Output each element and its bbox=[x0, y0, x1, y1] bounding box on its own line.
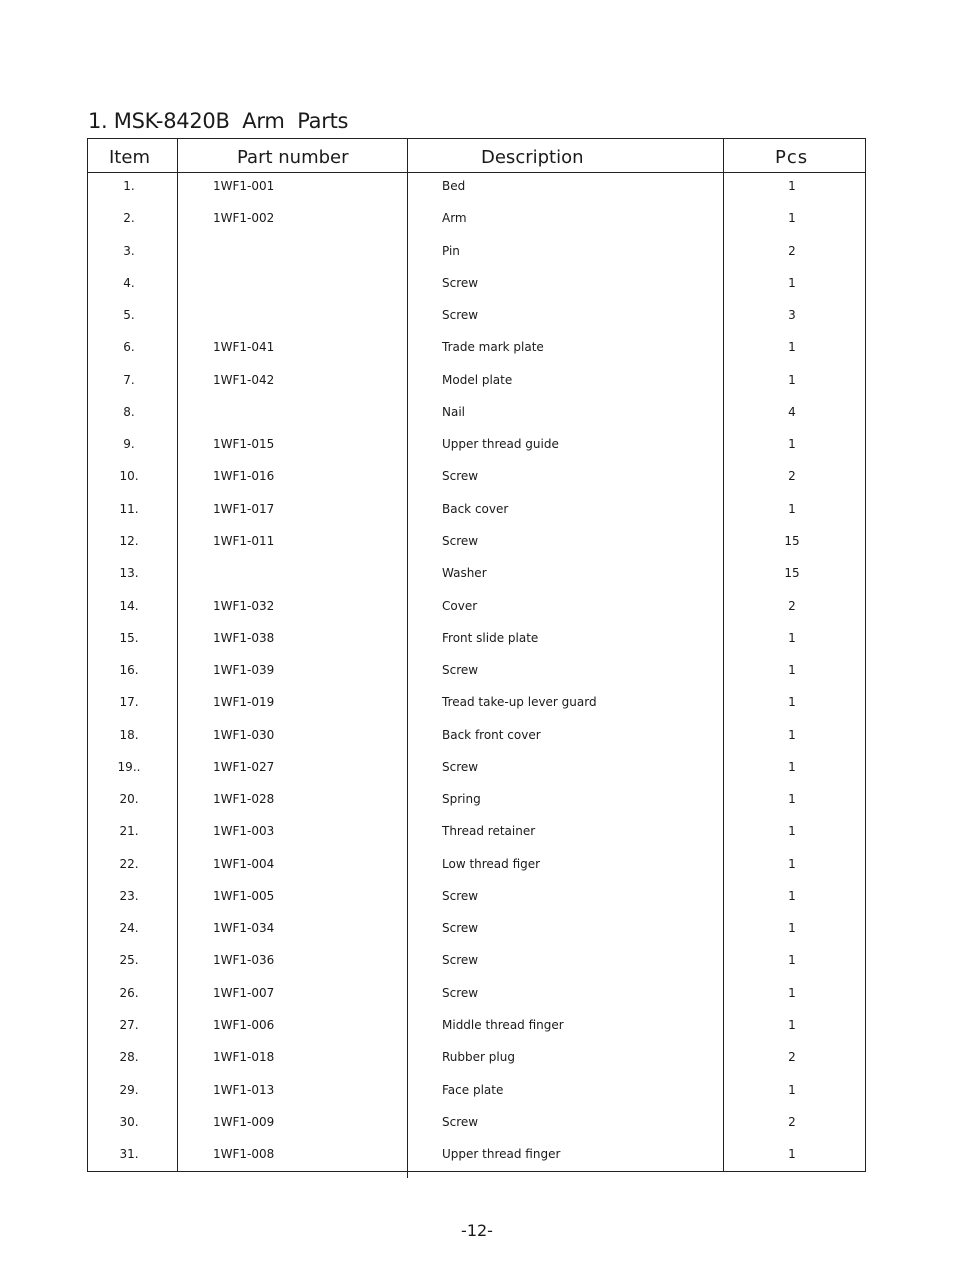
row-part-number: 1WF1-042 bbox=[213, 373, 275, 387]
row-description: Arm bbox=[442, 211, 467, 225]
page-title: 1. MSK-8420B Arm Parts bbox=[88, 109, 349, 133]
row-pcs: 1 bbox=[788, 953, 796, 967]
table-row bbox=[88, 308, 865, 328]
row-pcs: 1 bbox=[788, 921, 796, 935]
table-row bbox=[88, 1018, 865, 1038]
row-description: Bed bbox=[442, 179, 466, 193]
row-item-number: 9. bbox=[123, 437, 135, 451]
row-description: Screw bbox=[442, 986, 479, 1000]
row-description: Low thread figer bbox=[442, 857, 541, 871]
table-row bbox=[88, 857, 865, 877]
row-pcs: 1 bbox=[788, 889, 796, 903]
parts-table bbox=[87, 138, 866, 1172]
row-part-number: 1WF1-015 bbox=[213, 437, 275, 451]
row-pcs: 1 bbox=[788, 502, 796, 516]
row-item-number: 3. bbox=[123, 244, 135, 258]
row-part-number: 1WF1-018 bbox=[213, 1050, 275, 1064]
table-row bbox=[88, 1115, 865, 1135]
row-pcs: 1 bbox=[788, 663, 796, 677]
row-pcs: 1 bbox=[788, 373, 796, 387]
row-pcs: 1 bbox=[788, 276, 796, 290]
header-item: Item bbox=[109, 147, 150, 168]
header-part-number: Part number bbox=[237, 147, 349, 168]
row-item-number: 28. bbox=[119, 1050, 139, 1064]
row-item-number: 5. bbox=[123, 308, 135, 322]
table-row bbox=[88, 1147, 865, 1167]
table-row bbox=[88, 405, 865, 425]
row-part-number: 1WF1-034 bbox=[213, 921, 275, 935]
row-item-number: 20. bbox=[119, 792, 139, 806]
row-pcs: 1 bbox=[788, 857, 796, 871]
row-item-number: 31. bbox=[119, 1147, 139, 1161]
row-item-number: 14. bbox=[119, 599, 139, 613]
table-row bbox=[88, 469, 865, 489]
row-item-number: 8. bbox=[123, 405, 135, 419]
row-description: Upper thread finger bbox=[442, 1147, 561, 1161]
row-pcs: 1 bbox=[788, 179, 796, 193]
table-row bbox=[88, 921, 865, 941]
row-pcs: 2 bbox=[788, 244, 796, 258]
row-pcs: 15 bbox=[784, 534, 800, 548]
row-description: Trade mark plate bbox=[442, 340, 544, 354]
row-part-number: 1WF1-003 bbox=[213, 824, 275, 838]
row-item-number: 24. bbox=[119, 921, 139, 935]
row-part-number: 1WF1-001 bbox=[213, 179, 275, 193]
row-description: Cover bbox=[442, 599, 478, 613]
row-item-number: 6. bbox=[123, 340, 135, 354]
table-row bbox=[88, 631, 865, 651]
row-pcs: 1 bbox=[788, 211, 796, 225]
row-description: Screw bbox=[442, 308, 479, 322]
row-item-number: 10. bbox=[119, 469, 139, 483]
row-item-number: 26. bbox=[119, 986, 139, 1000]
row-item-number: 25. bbox=[119, 953, 139, 967]
row-pcs: 1 bbox=[788, 792, 796, 806]
row-item-number: 7. bbox=[123, 373, 135, 387]
row-item-number: 13. bbox=[119, 566, 139, 580]
row-description: Screw bbox=[442, 469, 479, 483]
table-row bbox=[88, 244, 865, 264]
row-pcs: 2 bbox=[788, 599, 796, 613]
row-description: Screw bbox=[442, 953, 479, 967]
table-row bbox=[88, 373, 865, 393]
row-item-number: 2. bbox=[123, 211, 135, 225]
row-item-number: 11. bbox=[119, 502, 139, 516]
row-part-number: 1WF1-005 bbox=[213, 889, 275, 903]
table-row bbox=[88, 179, 865, 199]
row-part-number: 1WF1-006 bbox=[213, 1018, 275, 1032]
row-part-number: 1WF1-019 bbox=[213, 695, 275, 709]
table-row bbox=[88, 889, 865, 909]
row-part-number: 1WF1-028 bbox=[213, 792, 275, 806]
row-description: Back cover bbox=[442, 502, 509, 516]
row-description: Screw bbox=[442, 1115, 479, 1129]
row-pcs: 1 bbox=[788, 824, 796, 838]
row-description: Screw bbox=[442, 663, 479, 677]
row-description: Model plate bbox=[442, 373, 513, 387]
row-item-number: 18. bbox=[119, 728, 139, 742]
table-row bbox=[88, 986, 865, 1006]
row-pcs: 4 bbox=[788, 405, 796, 419]
row-pcs: 3 bbox=[788, 308, 796, 322]
row-pcs: 15 bbox=[784, 566, 800, 580]
row-part-number: 1WF1-007 bbox=[213, 986, 275, 1000]
table-row bbox=[88, 695, 865, 715]
row-description: Middle thread finger bbox=[442, 1018, 564, 1032]
table-row bbox=[88, 953, 865, 973]
table-row bbox=[88, 599, 865, 619]
row-part-number: 1WF1-039 bbox=[213, 663, 275, 677]
row-item-number: 29. bbox=[119, 1083, 139, 1097]
row-part-number: 1WF1-032 bbox=[213, 599, 275, 613]
row-pcs: 1 bbox=[788, 340, 796, 354]
row-part-number: 1WF1-016 bbox=[213, 469, 275, 483]
row-item-number: 19.. bbox=[117, 760, 141, 774]
row-item-number: 17. bbox=[119, 695, 139, 709]
row-item-number: 23. bbox=[119, 889, 139, 903]
row-pcs: 1 bbox=[788, 1147, 796, 1161]
row-description: Washer bbox=[442, 566, 487, 580]
table-row bbox=[88, 824, 865, 844]
row-item-number: 12. bbox=[119, 534, 139, 548]
row-description: Upper thread guide bbox=[442, 437, 559, 451]
row-part-number: 1WF1-011 bbox=[213, 534, 275, 548]
row-pcs: 2 bbox=[788, 1050, 796, 1064]
row-part-number: 1WF1-041 bbox=[213, 340, 275, 354]
row-part-number: 1WF1-013 bbox=[213, 1083, 275, 1097]
row-pcs: 1 bbox=[788, 728, 796, 742]
table-row bbox=[88, 211, 865, 231]
row-pcs: 1 bbox=[788, 1018, 796, 1032]
row-description: Face plate bbox=[442, 1083, 504, 1097]
table-row bbox=[88, 663, 865, 683]
row-item-number: 1. bbox=[123, 179, 135, 193]
row-description: Rubber plug bbox=[442, 1050, 515, 1064]
row-part-number: 1WF1-017 bbox=[213, 502, 275, 516]
row-description: Pin bbox=[442, 244, 460, 258]
row-description: Screw bbox=[442, 276, 479, 290]
table-row bbox=[88, 760, 865, 780]
row-part-number: 1WF1-008 bbox=[213, 1147, 275, 1161]
row-item-number: 16. bbox=[119, 663, 139, 677]
row-description: Front slide plate bbox=[442, 631, 539, 645]
row-pcs: 2 bbox=[788, 469, 796, 483]
row-part-number: 1WF1-002 bbox=[213, 211, 275, 225]
row-description: Screw bbox=[442, 534, 479, 548]
table-row bbox=[88, 728, 865, 748]
header-pcs: Pcs bbox=[775, 147, 809, 168]
table-row bbox=[88, 1083, 865, 1103]
row-pcs: 1 bbox=[788, 437, 796, 451]
row-part-number: 1WF1-027 bbox=[213, 760, 275, 774]
row-item-number: 4. bbox=[123, 276, 135, 290]
row-item-number: 22. bbox=[119, 857, 139, 871]
row-pcs: 1 bbox=[788, 1083, 796, 1097]
table-row bbox=[88, 1050, 865, 1070]
table-row bbox=[88, 792, 865, 812]
row-description: Screw bbox=[442, 921, 479, 935]
row-description: Screw bbox=[442, 889, 479, 903]
row-item-number: 15. bbox=[119, 631, 139, 645]
header-divider bbox=[88, 172, 865, 173]
table-row bbox=[88, 534, 865, 554]
row-part-number: 1WF1-004 bbox=[213, 857, 275, 871]
page-number: -12- bbox=[461, 1221, 493, 1240]
row-item-number: 30. bbox=[119, 1115, 139, 1129]
row-part-number: 1WF1-038 bbox=[213, 631, 275, 645]
table-row bbox=[88, 340, 865, 360]
row-description: Thread retainer bbox=[442, 824, 536, 838]
row-pcs: 1 bbox=[788, 631, 796, 645]
header-description: Description bbox=[481, 147, 584, 168]
row-item-number: 27. bbox=[119, 1018, 139, 1032]
row-part-number: 1WF1-009 bbox=[213, 1115, 275, 1129]
row-pcs: 1 bbox=[788, 986, 796, 1000]
table-row bbox=[88, 566, 865, 586]
row-description: Spring bbox=[442, 792, 481, 806]
row-description: Tread take-up lever guard bbox=[442, 695, 597, 709]
table-row bbox=[88, 276, 865, 296]
table-row bbox=[88, 437, 865, 457]
row-pcs: 1 bbox=[788, 760, 796, 774]
row-pcs: 2 bbox=[788, 1115, 796, 1129]
row-description: Back front cover bbox=[442, 728, 541, 742]
row-item-number: 21. bbox=[119, 824, 139, 838]
row-part-number: 1WF1-036 bbox=[213, 953, 275, 967]
row-pcs: 1 bbox=[788, 695, 796, 709]
row-description: Screw bbox=[442, 760, 479, 774]
row-description: Nail bbox=[442, 405, 465, 419]
row-part-number: 1WF1-030 bbox=[213, 728, 275, 742]
table-row bbox=[88, 502, 865, 522]
